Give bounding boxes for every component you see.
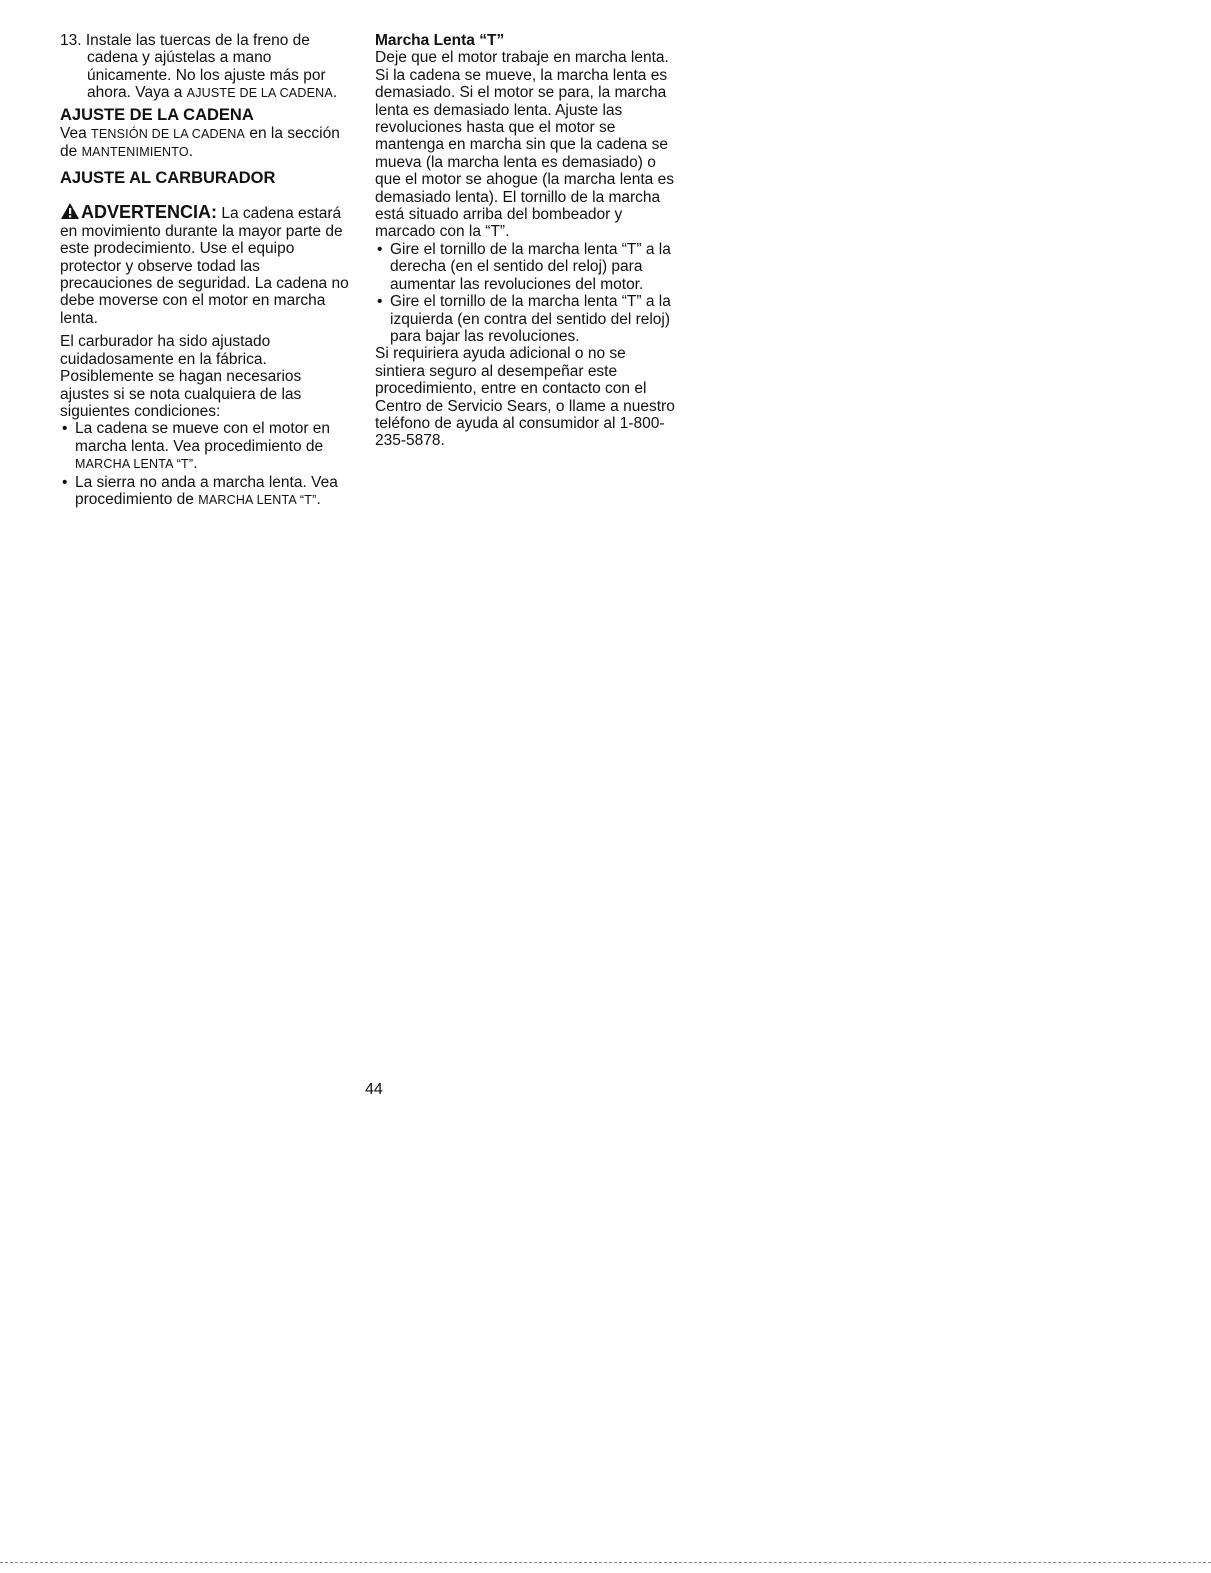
heading-chain-adjust: AJUSTE DE LA CADENA [60,105,254,124]
chain-mid: en la sección de [60,124,340,161]
chain-post: . [188,143,194,161]
step-ref-pre: Vaya a [130,84,187,102]
list-item-post: . [193,455,198,473]
step-13 [60,32,352,103]
list-item: • Gire el tornillo de la marcha lenta “T” a la izquierda (en contra del sentido del reloj) para bajar las revoluciones. [375,293,675,345]
step-text: Instale las tuercas de la freno de cadena y ajústelas a mano únicamente. No los ajuste más por ahora. [85,32,326,102]
list-item [60,420,352,473]
heading-carburetor-adjust: AJUSTE AL CARBURADOR [60,169,276,188]
warning-text: La cadena estará en movimiento durante la mayor parte de este prodecimiento. Use el equipo protector y observe todad las precauciones de seguridad. La cadena no debe moverse con el motor en marcha lenta. [60,205,349,327]
left-column [60,32,352,509]
idle-steps-list [375,241,675,345]
warning-triangle-icon [60,202,80,220]
help-paragraph: Si requiriera ayuda adicional o no se sintiera seguro al desempeñar este procedimiento, entre en contacto con el Centro de Servicio Sears, o llame a nuestro teléfono de ayuda al consumidor al 1-800-235-5878. [375,345,675,450]
chain-ref-tension: TENSIÓN DE LA CADENA [91,126,246,141]
list-item-text: La sierra no anda a marcha lenta. Vea procedimiento de [75,473,338,508]
chain-adjust-paragraph [60,125,352,162]
step-ref-post: . [332,84,338,102]
right-column [375,32,675,450]
page-number: 44 [365,1081,383,1098]
chain-ref-maintenance: MANTENIMIENTO [81,145,189,160]
chain-pre: Vea [60,124,92,142]
list-item [60,474,352,510]
carburetor-paragraph: El carburador ha sido ajustado cuidadosamente en la fábrica. Posiblemente se hagan necesarios ajustes si se nota cualquiera de las siguientes condiciones: [60,333,302,420]
warning-label: ADVERTENCIA: [81,202,218,223]
list-item-ref: MARCHA LENTA “T” [198,492,317,507]
list-item-text: La cadena se mueve con el motor en marcha lenta. Vea procedimiento de [75,420,331,455]
list-item: • Gire el tornillo de la marcha lenta “T” a la derecha (en el sentido del reloj) para aumentar las revoluciones del motor. [375,241,675,293]
idle-paragraph: Deje que el motor trabaje en marcha lenta. Si la cadena se mueve, la marcha lenta es demasiado. Si el motor se para, la marcha lenta es demasiado lenta. Ajuste las revoluciones hasta que el motor se mantenga en marcha sin que la cadena se mueva (la marcha lenta es demasiado) o que el motor se ahogue (la marcha lenta es demasiado lenta). El tornillo de la marcha está situado arriba del bombeador y marcado con la “T”. [375,49,674,241]
step-ref: AJUSTE DE LA CADENA [186,86,333,101]
step-number: 13. [60,32,82,49]
heading-idle-t: Marcha Lenta “T” [375,32,505,49]
warning-block [60,202,352,327]
condition-list [60,420,352,509]
list-item-post: . [316,490,321,508]
bottom-divider [0,1562,1211,1563]
list-item-ref: MARCHA LENTA “T” [75,457,194,472]
